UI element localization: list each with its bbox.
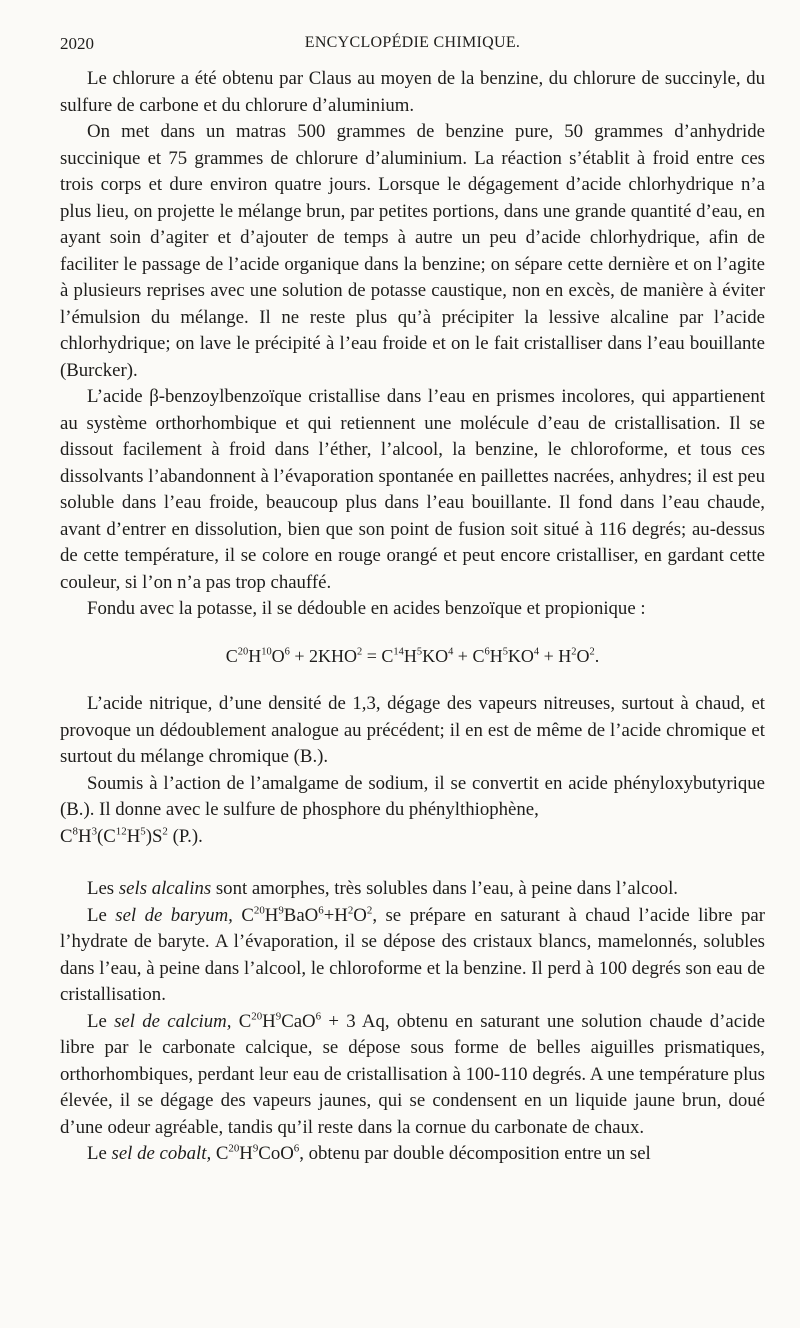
- paragraph-text: , se prépare en saturant à chaud l’acide libre par l’hydrate de baryte. A l’évaporation, il se dépose des cristaux blancs, mamelonnés, solubles dans l’eau, à peine dans l’alcool, le chloroforme et la benzine. Il perd à 100 degrés son eau de cristallisation.: [60, 904, 765, 1005]
- page-number: 2020: [60, 34, 94, 53]
- lead-word: Les: [87, 878, 115, 899]
- italic-term: sels alcalins: [118, 878, 212, 899]
- italic-term: sel de baryum,: [115, 904, 233, 926]
- italic-term: sel de calcium,: [114, 1010, 232, 1032]
- paragraph-sel-calcium: Le sel de calcium, $C^{20}H^9CaO^6 + 3$ Aq, obtenu en saturant une solution chaude d’acide libre par le carbonate calcique, se dépose sous forme de belles aiguilles prismatiques, orthorhombiques, perdant leur eau de cristallisation à 100-110 degrés. A une température plus élevée, il se dégage des vapeurs jaunes, qui se condensent en un liquide jaune brun, doué d’une odeur agréable, tandis qu’il reste dans la cornue du carbonate de chaux.: [60, 1009, 765, 1138]
- lead-word: Le: [87, 1010, 107, 1032]
- paragraph-nitric-acid: L’acide nitrique, d’une densité de 1,3, dégage des vapeurs nitreuses, surtout à chaud, et provoque un dédoublement analogue au précédent; il en est de même de l’acide chromique et surtout du mélange chromique (B.).: [60, 693, 765, 767]
- page-body: [60, 66, 765, 1168]
- paragraph-sel-cobalt: Le sel de cobalt, $C^{20}H^9CoO^6$, obtenu par double décomposition entre un sel: [87, 1142, 651, 1164]
- lead-word: Le: [87, 1143, 107, 1164]
- paragraph-properties: L’acide β-benzoylbenzoïque cristallise dans l’eau en prismes incolores, qui appartienent au système orthorhombique et qui retiennent une molécule d’eau de cristallisation. Il se dissout facilement à froid dans l’éther, l’alcool, la benzine, le chloroforme, et tous ces dissolvants l’abandonnent à l’évaporation spontanée en paillettes nacrées, anhydres; il est peu soluble dans l’eau froide, beaucoup plus dans l’eau bouillante. Il fond dans l’eau chaude, avant d’entrer en dissolution, bien que son point de fusion soit situé à 116 degrés; au-dessus de cette température, il se colore en rouge orangé et peut encore cristalliser, en gardant cette couleur, si l’on n’a pas trop chauffé.: [60, 386, 765, 593]
- paragraph-sodium-amalgam: Soumis à l’action de l’amalgame de sodium, il se convertit en acide phényloxybutyrique (B.). Il donne avec le sulfure de phosphore du phénylthiophène, $C^8H^3(C^{12}H^5)S^2$ (P.).: [60, 772, 765, 847]
- paragraph-potasse: Fondu avec la potasse, il se dédouble en acides benzoïque et propionique :: [87, 598, 646, 619]
- paragraph-text: , obtenu par double décomposition entre un sel: [299, 1143, 651, 1164]
- paragraph-sel-baryum: Le sel de baryum, $C^{20}H^9BaO^6+H^2O^2$, se prépare en saturant à chaud l’acide libre par l’hydrate de baryte. A l’évaporation, il se dépose des cristaux blancs, mamelonnés, solubles dans l’eau, à peine dans l’alcool, le chloroforme et la benzine. Il perd à 100 degrés son eau de cristallisation.: [60, 903, 765, 1005]
- lead-word: Le: [87, 904, 107, 926]
- paragraph-sels-alcalins: [60, 876, 765, 903]
- paragraph-text: , obtenu en saturant une solution chaude d’acide libre par le carbonate calcique, se dépose sous forme de belles aiguilles prismatiques, orthorhombiques, perdant leur eau de cristallisation à 100-110 degrés. A une température plus élevée, il se dégage des vapeurs jaunes, qui se condensent en un liquide jaune brun, doué d’une odeur agréable, tandis qu’il reste dans la cornue du carbonate de chaux.: [60, 1010, 765, 1138]
- italic-term: sel de cobalt,: [111, 1143, 212, 1164]
- sodium-amalgam-text: Soumis à l’action de l’amalgame de sodium, il se convertit en acide phényloxybutyrique (B.). Il donne avec le sulfure de phosphore du phénylthiophène,: [60, 772, 765, 820]
- paragraph-chlorure: Le chlorure a été obtenu par Claus au moyen de la benzine, du chlorure de succinyle, du sulfure de carbone et du chlorure d’aluminium.: [60, 68, 765, 116]
- paragraph-text: sont amorphes, très solubles dans l’eau, à peine dans l’alcool.: [215, 878, 678, 899]
- chemical-equation: $C^{20}H^{10}O^6 + 2KHO^2 = C^{14}H^5KO^4 + C^6H^5KO^4 + H^2O^2$.: [225, 645, 600, 666]
- page-header: [60, 34, 765, 60]
- paragraph-preparation: On met dans un matras 500 grammes de benzine pure, 50 grammes d’anhydride succinique et 75 grammes de chlorure d’aluminium. La réaction s’établit à froid entre ces trois corps et dure environ quatre jours. Lorsque le dégagement d’acide chlorhydrique n’a plus lieu, on projette le mélange brun, par petites portions, dans une grande quantité d’eau, en ayant soin d’agiter et d’ajouter de temps à autre un peu d’acide chlorhydrique, afin de faciliter le passage de l’acide organique dans la benzine; on sépare cette dernière et on l’agite à plusieurs reprises avec une solution de potasse caustique, non en excès, de manière à éviter l’émulsion du mélange. Il ne reste plus qu’à précipiter la lessive alcaline par l’acide chlorhydrique; on lave le précipité à l’eau froide et on le fait cristalliser dans l’eau bouillante (Burcker).: [60, 121, 765, 381]
- section-gap: [60, 850, 765, 876]
- running-title: ENCYCLOPÉDIE CHIMIQUE.: [304, 34, 521, 51]
